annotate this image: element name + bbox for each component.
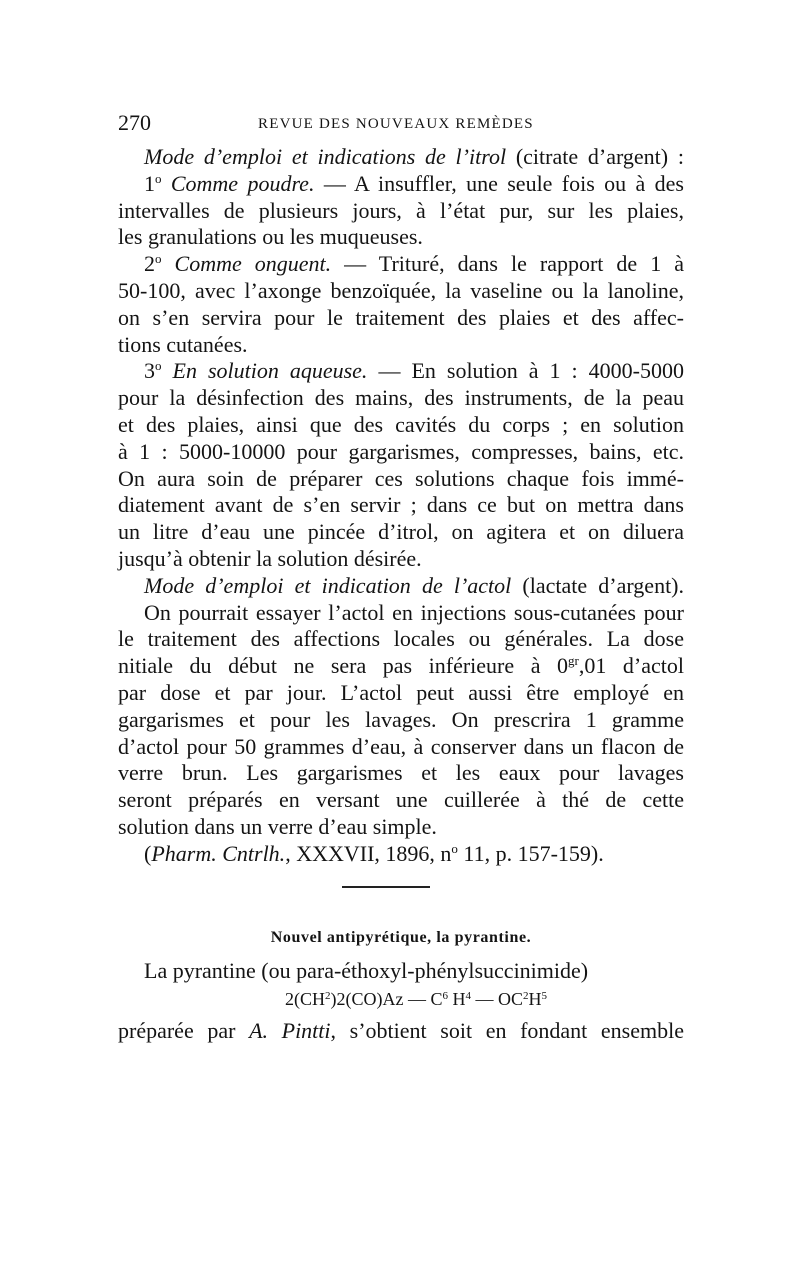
formula-superscript: 6 — [442, 990, 448, 1003]
text-span: 11, p. 157-159). — [457, 840, 604, 866]
ordinal-superscript: o — [155, 170, 162, 186]
text-span: (lactate d’argent). — [511, 572, 685, 598]
text-line: d’actol pour 50 grammes d’eau, à conserver dans un flacon de — [118, 733, 684, 759]
dose-value — [557, 653, 684, 678]
text-line: On aura soin de préparer ces solutions chaque fois immé- — [118, 465, 684, 491]
text-span: ,01 d’actol — [578, 653, 685, 679]
formula-part: )2(CO)Az — C — [330, 989, 443, 1010]
text-span: , XXXVII, 1896, n — [285, 840, 452, 866]
text-line — [118, 573, 684, 600]
item-number: 2 — [144, 251, 155, 277]
text-line: 50-100, avec l’axonge benzoïquée, la vaseline ou la lanoline, — [118, 277, 684, 303]
italic-heading: Mode d’emploi et indication de l’actol — [144, 572, 512, 598]
text-line: par dose et par jour. L’actol peut aussi être employé en — [118, 679, 684, 705]
text-span: — En solution à 1 : 4000-5000 — [367, 358, 684, 384]
text-line: gargarismes et pour les lavages. On prescrira 1 gramme — [118, 706, 684, 732]
unit-superscript: gr — [568, 653, 579, 669]
text-span: préparée par — [118, 1018, 250, 1044]
formula-part: 2(CH — [285, 989, 325, 1010]
text-line — [118, 358, 684, 385]
dose-number: 0 — [557, 653, 569, 679]
text-line: On pourrait essayer l’actol en injections sous-cutanées pour — [144, 599, 684, 625]
text-span: ( — [144, 840, 152, 866]
italic-heading: Comme onguent. — [161, 251, 332, 277]
formula-part: H — [528, 989, 542, 1010]
actol-section — [118, 573, 684, 868]
text-line — [118, 251, 684, 278]
pyrantine-section — [118, 958, 684, 1046]
text-line: on s’en servira pour le traitement des plaies et des affec- — [118, 304, 684, 330]
journal-title: Pharm. Cntrlh. — [151, 840, 286, 866]
text-line — [118, 171, 684, 198]
chemical-formula — [118, 984, 684, 1014]
reference-line — [118, 841, 684, 868]
text-line: pour la désinfection des mains, des instruments, de la peau — [118, 385, 684, 411]
text-line: verre brun. Les gargarismes et les eaux pour lavages — [118, 760, 684, 786]
ordinal-superscript: o — [155, 251, 162, 267]
text-line: seront préparés en versant une cuillerée à thé de cette — [118, 787, 684, 813]
formula-superscript: 5 — [541, 990, 547, 1003]
formula-superscript: 2 — [523, 990, 529, 1003]
text-line: solution dans un verre d’eau simple. — [118, 813, 437, 839]
text-span: , s’obtient soit en fondant ensemble — [330, 1018, 684, 1044]
running-title: REVUE DES NOUVEAUX REMÈDES — [258, 116, 534, 132]
italic-heading: En solution aqueuse. — [161, 358, 368, 384]
ordinal-superscript: o — [451, 840, 458, 856]
page-number: 270 — [118, 110, 151, 135]
text-span: nitiale du début ne sera pas inférieure à — [118, 653, 541, 679]
text-line: à 1 : 5000-10000 pour gargarismes, compresses, bains, etc. — [118, 438, 684, 464]
item-number: 3 — [144, 358, 155, 384]
text-line — [118, 1018, 684, 1045]
text-line — [118, 653, 684, 680]
text-line — [118, 144, 684, 171]
text-line: les granulations ou les muqueuses. — [118, 224, 423, 250]
itrol-section — [118, 144, 684, 573]
formula-part: H — [447, 989, 466, 1010]
italic-heading: Comme poudre. — [161, 170, 315, 196]
text-line: le traitement des affections locales ou générales. La dose — [118, 626, 684, 652]
item-number: 1 — [144, 170, 155, 196]
text-line: un litre d’eau une pincée d’itrol, on agitera et on diluera — [118, 519, 684, 545]
formula-superscript: 2 — [325, 990, 331, 1003]
formula-part: — OC — [470, 989, 523, 1010]
section-heading: Nouvel antipyrétique, la pyrantine. — [270, 928, 532, 946]
text-span: — A insuffler, une seule fois ou à des — [314, 170, 684, 196]
text-line: La pyrantine (ou para-éthoxyl-phénylsuccinimide) — [144, 957, 589, 983]
text-line: tions cutanées. — [118, 331, 248, 357]
text-line: et des plaies, ainsi que des cavités du corps ; en solution — [118, 411, 684, 437]
text-line: intervalles de plusieurs jours, à l’état pur, sur les plaies, — [118, 197, 684, 223]
text-line: jusqu’à obtenir la solution désirée. — [118, 545, 422, 571]
text-line: diatement avant de s’en servir ; dans ce but on mettra dans — [118, 492, 684, 518]
ordinal-superscript: o — [155, 358, 162, 374]
formula-superscript: 4 — [465, 990, 471, 1003]
section-divider — [342, 886, 430, 888]
italic-heading: Mode d’emploi et indications de l’itrol — [144, 144, 507, 169]
author-name: A. Pintti — [249, 1018, 331, 1044]
text-span: — Trituré, dans le rapport de 1 à — [331, 251, 684, 277]
running-head — [118, 104, 684, 144]
text-span: (citrate d’argent) : — [506, 144, 684, 169]
book-page — [118, 104, 684, 1045]
